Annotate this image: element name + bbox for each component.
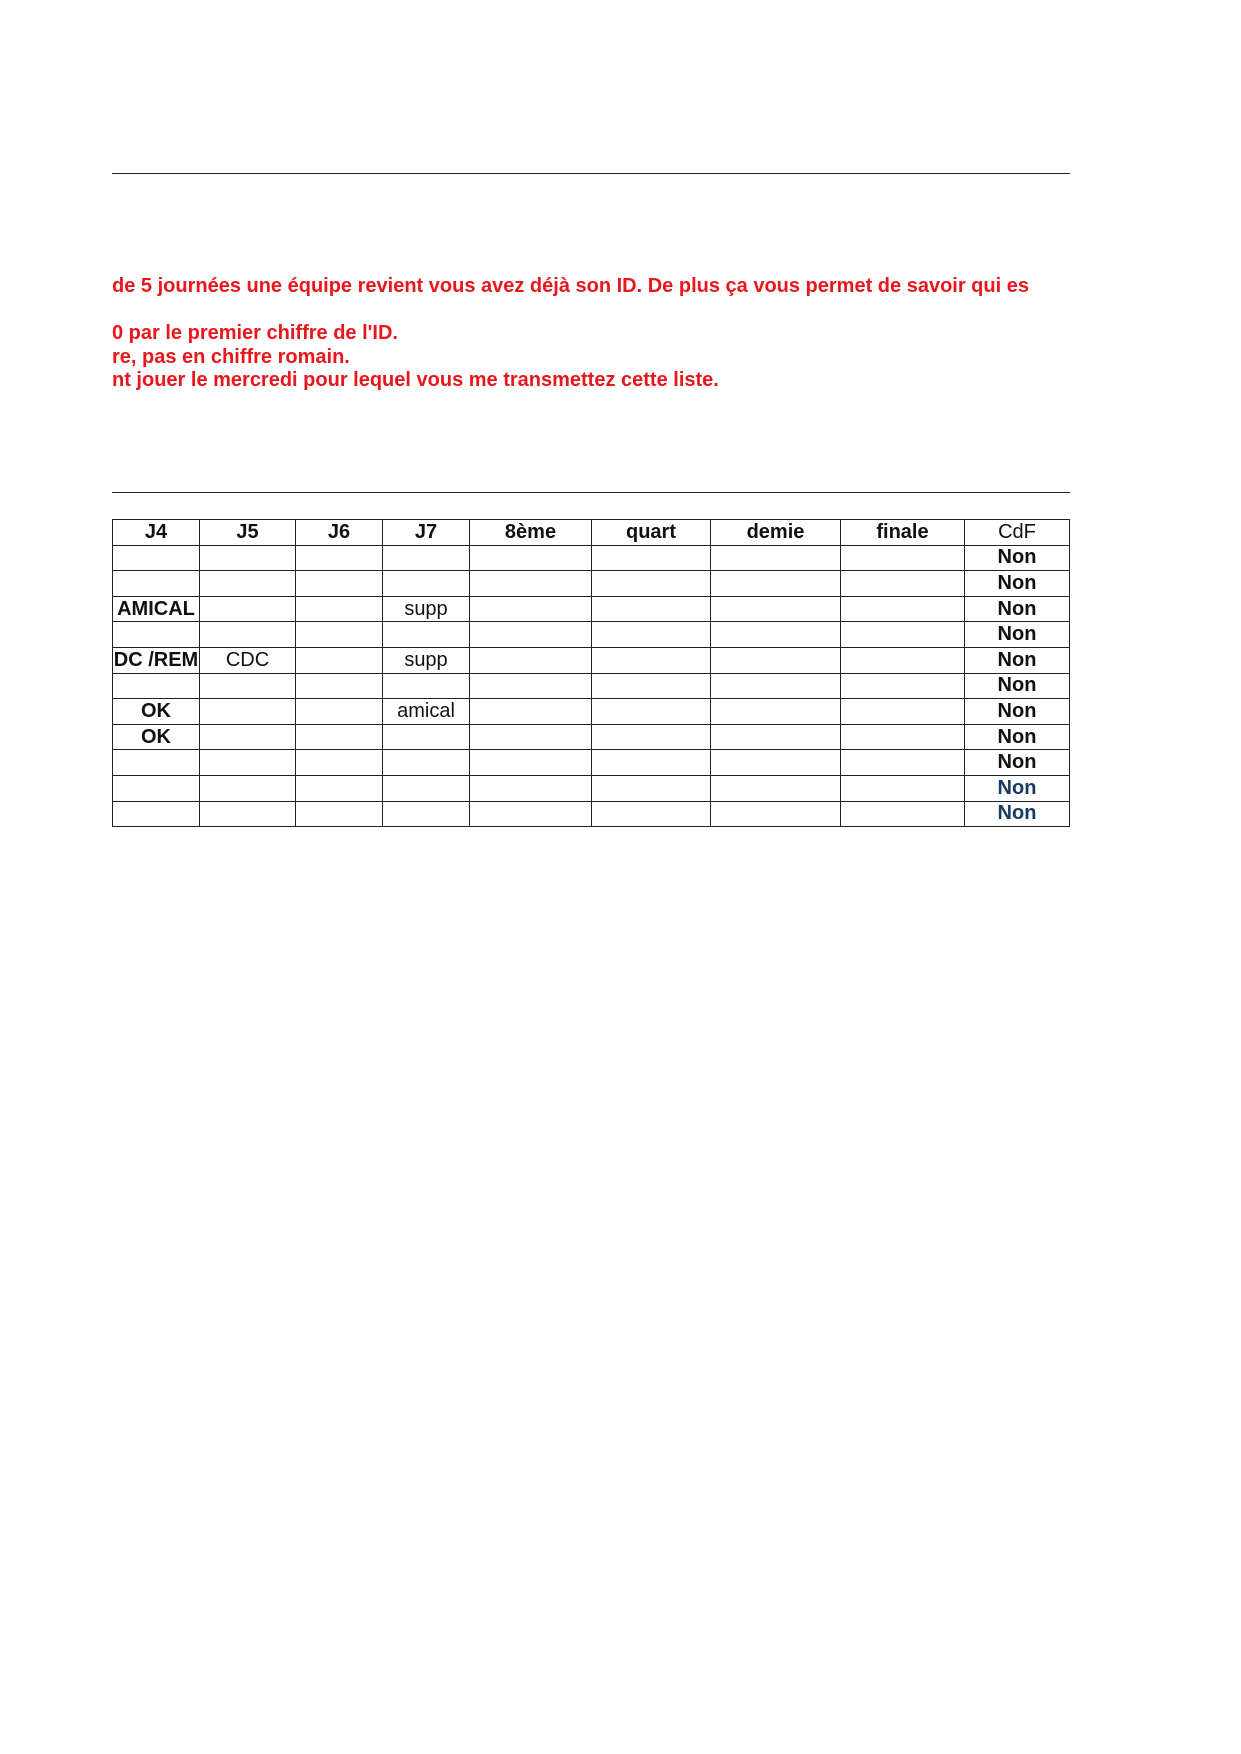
- cell-quart: [592, 775, 711, 801]
- cell-8eme: [470, 647, 592, 673]
- cell-j5: [200, 622, 296, 648]
- table-divider: [112, 492, 1070, 493]
- table-row: [113, 545, 1070, 571]
- table-row: [113, 750, 1070, 776]
- cell-cdf: Non: [965, 699, 1070, 725]
- cell-j5: [200, 596, 296, 622]
- header-j6: J6: [296, 520, 383, 546]
- cell-8eme: [470, 622, 592, 648]
- cell-demie: [711, 775, 841, 801]
- table-header-row: [113, 520, 1070, 546]
- cell-quart: [592, 647, 711, 673]
- cell-quart: [592, 571, 711, 597]
- cell-demie: [711, 750, 841, 776]
- cell-j6: [296, 673, 383, 699]
- cell-8eme: [470, 775, 592, 801]
- cell-finale: [841, 647, 965, 673]
- cell-j7: [383, 724, 470, 750]
- cell-quart: [592, 724, 711, 750]
- header-quart: quart: [592, 520, 711, 546]
- cell-j4: OK: [113, 724, 200, 750]
- table-row: [113, 775, 1070, 801]
- note-line-4: re, pas en chiffre romain.: [112, 345, 350, 368]
- table-row: [113, 571, 1070, 597]
- note-line-3: 0 par le premier chiffre de l'ID.: [112, 322, 398, 344]
- cell-j7: supp: [383, 596, 470, 622]
- cell-j7: [383, 571, 470, 597]
- cell-finale: [841, 596, 965, 622]
- cell-demie: [711, 724, 841, 750]
- cell-j6: [296, 647, 383, 673]
- cell-j5: CDC: [200, 647, 296, 673]
- cell-j5: [200, 724, 296, 750]
- cell-j4: [113, 750, 200, 776]
- cell-cdf: Non: [965, 750, 1070, 776]
- cell-j6: [296, 750, 383, 776]
- cell-cdf: Non: [965, 673, 1070, 699]
- cell-j5: [200, 775, 296, 801]
- cell-demie: [711, 801, 841, 827]
- note-line-2: [112, 299, 1070, 323]
- cell-cdf: Non: [965, 571, 1070, 597]
- cell-8eme: [470, 571, 592, 597]
- cell-j4: [113, 545, 200, 571]
- cell-j5: [200, 571, 296, 597]
- cell-j4: DC /REM: [113, 647, 200, 673]
- cell-8eme: [470, 699, 592, 725]
- cell-j6: [296, 571, 383, 597]
- cell-demie: [711, 545, 841, 571]
- cell-demie: [711, 596, 841, 622]
- cell-cdf: Non: [965, 724, 1070, 750]
- table-body: [113, 545, 1070, 827]
- cell-8eme: [470, 596, 592, 622]
- cell-8eme: [470, 724, 592, 750]
- header-j4: J4: [113, 520, 200, 546]
- top-divider: [112, 173, 1070, 174]
- header-demie: demie: [711, 520, 841, 546]
- table-row: [113, 647, 1070, 673]
- cell-finale: [841, 801, 965, 827]
- table-row: [113, 622, 1070, 648]
- cell-j7: [383, 801, 470, 827]
- cell-j5: [200, 699, 296, 725]
- cell-demie: [711, 571, 841, 597]
- cell-finale: [841, 699, 965, 725]
- cell-j6: [296, 545, 383, 571]
- cell-j4: [113, 622, 200, 648]
- table-row: [113, 673, 1070, 699]
- cell-j6: [296, 724, 383, 750]
- cell-finale: [841, 775, 965, 801]
- cell-quart: [592, 545, 711, 571]
- cell-j7: [383, 750, 470, 776]
- cell-j5: [200, 545, 296, 571]
- cell-quart: [592, 673, 711, 699]
- cell-j7: supp: [383, 647, 470, 673]
- cell-j7: amical: [383, 699, 470, 725]
- header-j7: J7: [383, 520, 470, 546]
- cell-8eme: [470, 750, 592, 776]
- cell-quart: [592, 801, 711, 827]
- cell-j5: [200, 673, 296, 699]
- cell-8eme: [470, 545, 592, 571]
- cell-j7: [383, 545, 470, 571]
- cell-finale: [841, 673, 965, 699]
- cell-j4: OK: [113, 699, 200, 725]
- cell-j4: [113, 673, 200, 699]
- cell-finale: [841, 545, 965, 571]
- cell-j6: [296, 699, 383, 725]
- cell-j4: [113, 801, 200, 827]
- results-table: [112, 519, 1070, 827]
- cell-cdf: Non: [965, 545, 1070, 571]
- cell-cdf: Non: [965, 596, 1070, 622]
- cell-j7: [383, 673, 470, 699]
- cell-quart: [592, 750, 711, 776]
- cell-finale: [841, 750, 965, 776]
- header-j5: J5: [200, 520, 296, 546]
- cell-cdf: Non: [965, 801, 1070, 827]
- note-line-5: nt jouer le mercredi pour lequel vous me transmettez cette liste.: [112, 369, 719, 391]
- cell-j4: [113, 775, 200, 801]
- cell-j5: [200, 801, 296, 827]
- cell-demie: [711, 647, 841, 673]
- cell-j4: AMICAL: [113, 596, 200, 622]
- cell-j7: [383, 775, 470, 801]
- header-cdf: CdF: [965, 520, 1070, 546]
- table-row: [113, 699, 1070, 725]
- cell-j4: [113, 571, 200, 597]
- cell-quart: [592, 596, 711, 622]
- table-row: [113, 801, 1070, 827]
- cell-demie: [711, 699, 841, 725]
- note-line-1: de 5 journées une équipe revient vous avez déjà son ID. De plus ça vous permet de savoir qui es: [112, 275, 1029, 297]
- table-row: [113, 724, 1070, 750]
- cell-j7: [383, 622, 470, 648]
- cell-finale: [841, 571, 965, 597]
- cell-demie: [711, 622, 841, 648]
- cell-quart: [592, 699, 711, 725]
- cell-8eme: [470, 801, 592, 827]
- cell-quart: [592, 622, 711, 648]
- header-finale: finale: [841, 520, 965, 546]
- cell-finale: [841, 724, 965, 750]
- cell-finale: [841, 622, 965, 648]
- cell-cdf: Non: [965, 622, 1070, 648]
- cell-j5: [200, 750, 296, 776]
- cell-demie: [711, 673, 841, 699]
- table-row: [113, 596, 1070, 622]
- cell-cdf: Non: [965, 775, 1070, 801]
- cell-j6: [296, 596, 383, 622]
- cell-j6: [296, 622, 383, 648]
- cell-8eme: [470, 673, 592, 699]
- header-8eme: 8ème: [470, 520, 592, 546]
- cell-j6: [296, 775, 383, 801]
- cell-cdf: Non: [965, 647, 1070, 673]
- instructions-notes: [112, 275, 1070, 393]
- cell-j6: [296, 801, 383, 827]
